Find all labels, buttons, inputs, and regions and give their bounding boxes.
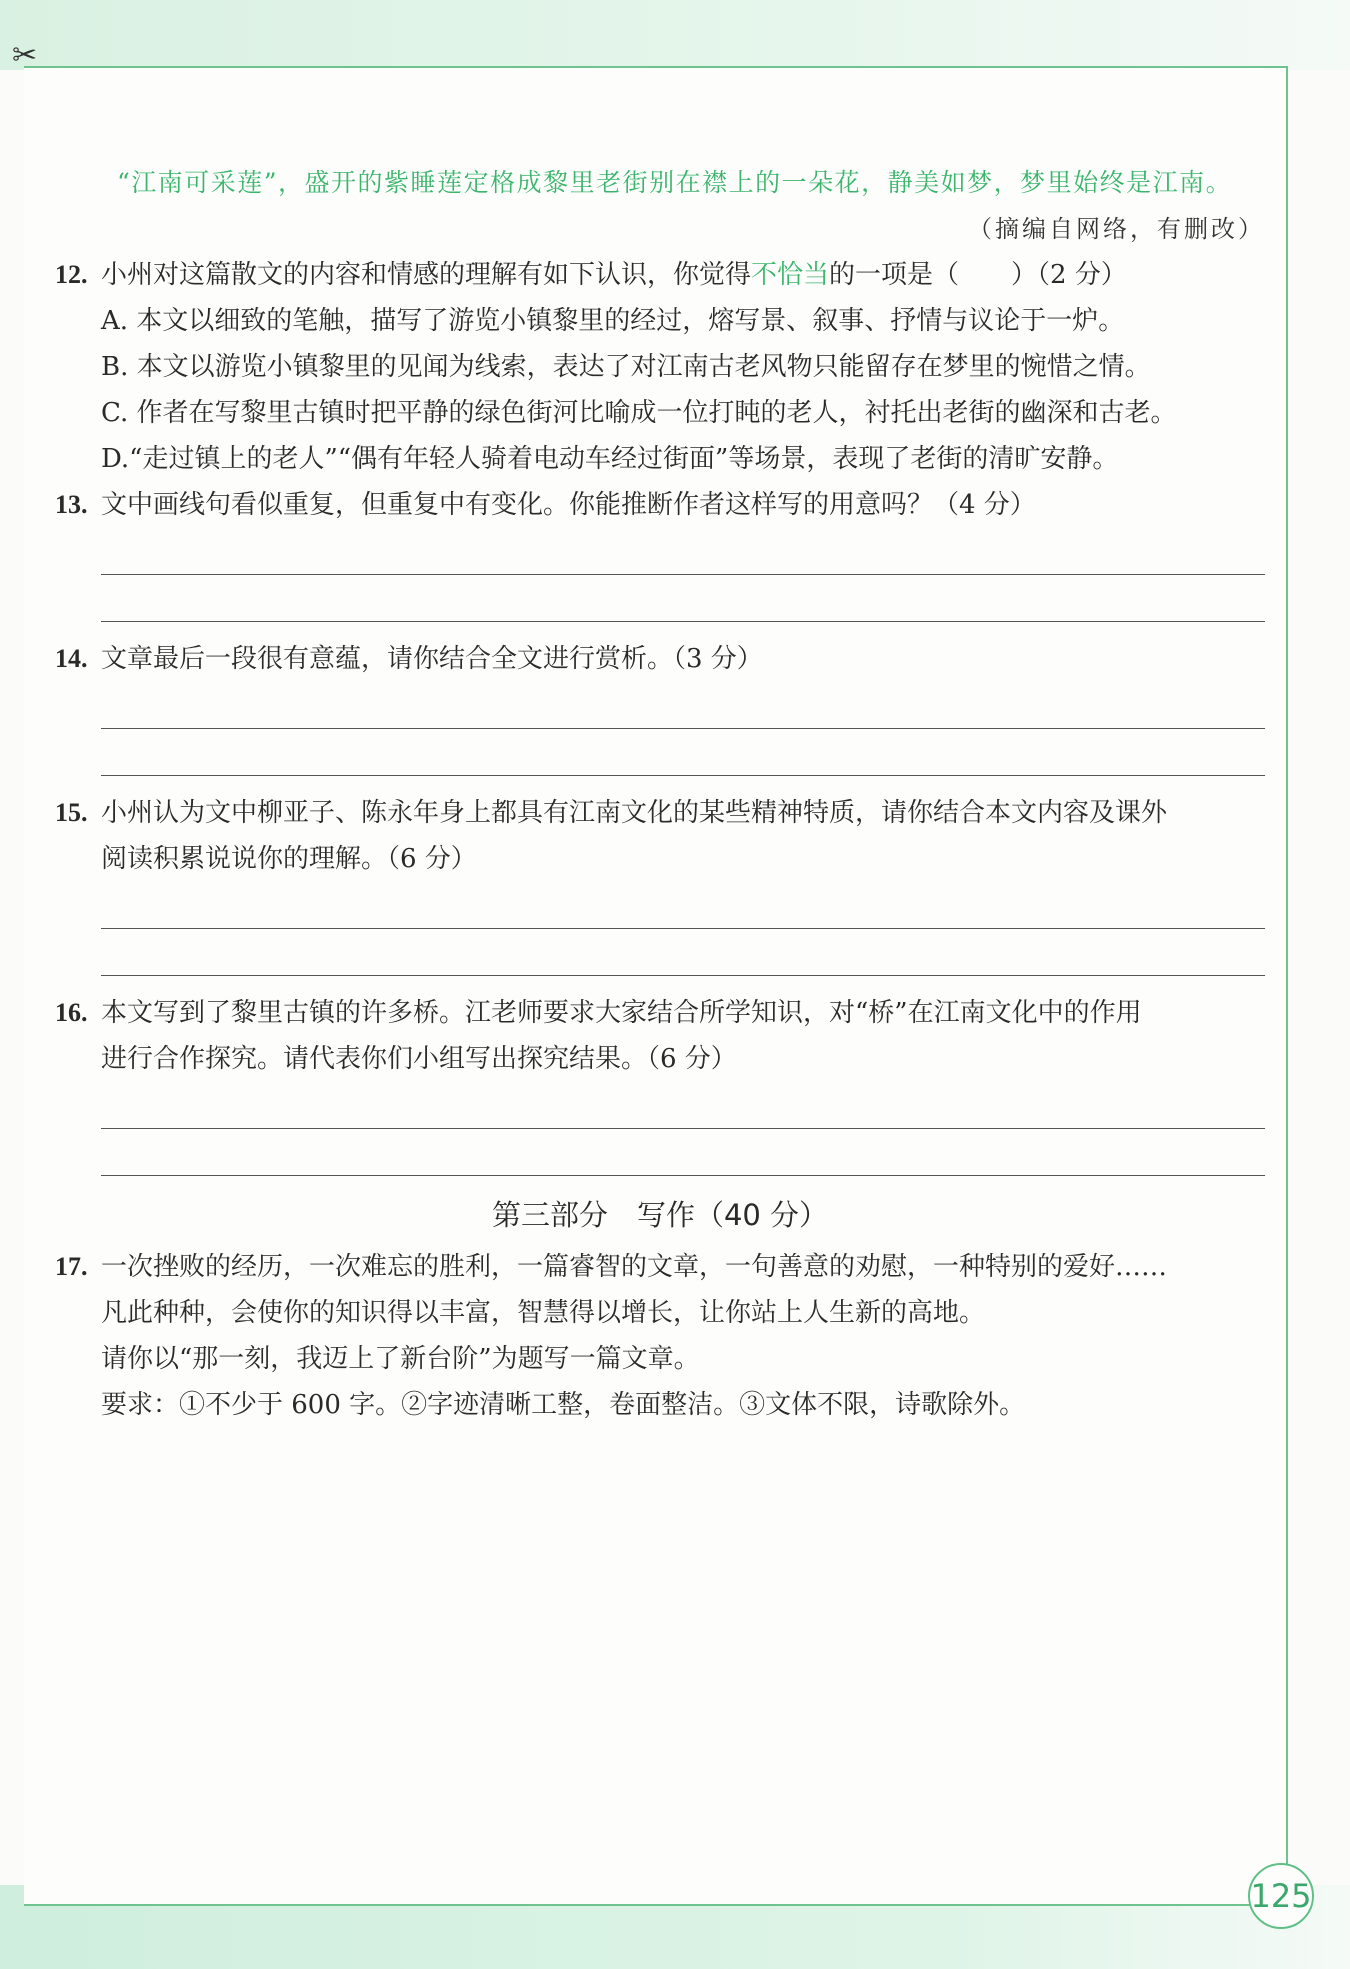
question-text-line2: 凡此种种，会使你的知识得以丰富，智慧得以增长，让你站上人生新的高地。 <box>101 1298 986 1328</box>
question-text: 文中画线句看似重复，但重复中有变化。你能推断作者这样写的用意吗？（4 分） <box>101 490 1036 520</box>
answer-line[interactable] <box>101 929 1265 976</box>
option-d: D.“走过镇上的老人”“偶有年轻人骑着电动车经过街面”等场景，表现了老街的清旷安静。 <box>101 444 1119 474</box>
question-number: 17. <box>55 1252 88 1281</box>
answer-line[interactable] <box>101 1082 1265 1129</box>
question-text-line1: 小州认为文中柳亚子、陈永年身上都具有江南文化的某些精神特质，请你结合本文内容及课外 <box>101 798 1168 828</box>
option-a: A. 本文以细致的笔触，描写了游览小镇黎里的经过，熔写景、叙事、抒情与议论于一炉。 <box>101 306 1125 336</box>
question-number: 16. <box>55 998 88 1027</box>
answer-line[interactable] <box>101 575 1265 622</box>
question-number: 14. <box>55 644 88 673</box>
answer-line[interactable] <box>101 1129 1265 1176</box>
question-text-post: 的一项是（ ）（2 分） <box>829 260 1127 290</box>
page-content <box>55 160 1265 1428</box>
section-title: 第三部分 写作（40 分） <box>491 1198 829 1232</box>
question-12 <box>55 252 1265 298</box>
question-17 <box>55 1244 1265 1290</box>
answer-line[interactable] <box>101 528 1265 575</box>
answer-line[interactable] <box>101 729 1265 776</box>
question-requirements: 要求：①不少于 600 字。②字迹清晰工整，卷面整洁。③文体不限，诗歌除外。 <box>101 1390 1026 1420</box>
question-number: 15. <box>55 798 88 827</box>
question-15 <box>55 790 1265 836</box>
question-text-line3: 请你以“那一刻，我迈上了新台阶”为题写一篇文章。 <box>101 1344 700 1374</box>
passage-source: （摘编自网络，有删改） <box>968 215 1265 243</box>
passage-quote: “江南可采莲”，盛开的紫睡莲定格成黎里老街别在襟上的一朵花，静美如梦，梦里始终是江南。 <box>117 168 1233 197</box>
question-14 <box>55 636 1265 682</box>
answer-line[interactable] <box>101 882 1265 929</box>
question-text-line2: 进行合作探究。请代表你们小组写出探究结果。（6 分） <box>101 1044 737 1074</box>
answer-line[interactable] <box>101 682 1265 729</box>
scissors-icon: ✂ <box>12 38 38 73</box>
question-number: 13. <box>55 490 88 519</box>
question-highlight: 不恰当 <box>751 260 830 290</box>
question-text-line1: 本文写到了黎里古镇的许多桥。江老师要求大家结合所学知识，对“桥”在江南文化中的作用 <box>101 998 1142 1028</box>
page-number: 125 <box>1248 1863 1314 1929</box>
question-text-line1: 一次挫败的经历，一次难忘的胜利，一篇睿智的文章，一句善意的劝慰，一种特别的爱好…… <box>101 1252 1168 1282</box>
question-16 <box>55 990 1265 1036</box>
top-decorative-band <box>0 0 1350 70</box>
question-text-line2: 阅读积累说说你的理解。（6 分） <box>101 844 477 874</box>
option-c: C. 作者在写黎里古镇时把平静的绿色街河比喻成一位打盹的老人，衬托出老街的幽深和古老。 <box>101 398 1177 428</box>
question-text-pre: 小州对这篇散文的内容和情感的理解有如下认识，你觉得 <box>101 260 752 290</box>
question-text: 文章最后一段很有意蕴，请你结合全文进行赏析。（3 分） <box>101 644 763 674</box>
option-b: B. 本文以游览小镇黎里的见闻为线索，表达了对江南古老风物只能留存在梦里的惋惜之情。 <box>101 352 1151 382</box>
question-number: 12. <box>55 260 88 289</box>
question-13 <box>55 482 1265 528</box>
